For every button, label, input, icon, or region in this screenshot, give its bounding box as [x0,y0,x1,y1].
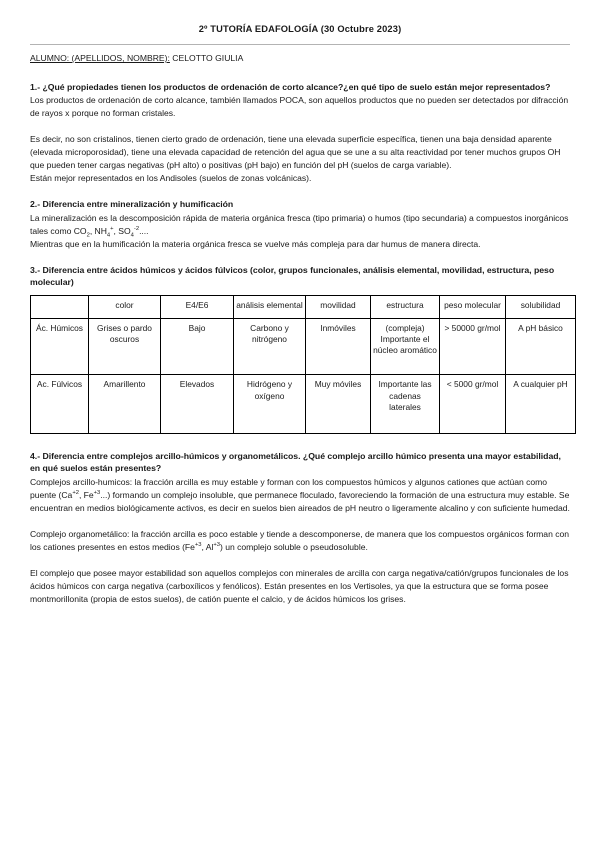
table-cell-movilidad: Inmóviles [306,318,371,375]
spacer [30,554,570,567]
spacer [30,185,570,198]
question-4-heading: 4.- Diferencia entre complejos arcillo-húmicos y organometálicos. ¿Qué complejo arcillo húmico presenta una mayor estabilidad, en qué suelos están presentes? [30,450,561,474]
question-2-heading: 2.- Diferencia entre mineralización y humificación [30,199,234,210]
q2-so4-superscript: -2 [133,226,140,233]
table-cell-color: Grises o pardo oscuros [89,318,161,375]
table-header [31,295,576,318]
q4-text-c: ...) formando un complejo insoluble, que permanece floculado, favoreciendo la formación de una estructura muy estable. Se encuentran en medios biológicamente activos, es decir en suelos bien aireados de pH neutro o ligeramente alcalino y con suficiente humedad. [30,489,570,513]
question-1-paragraph-1: Los productos de ordenación de corto alcance, también llamados POCA, son aquellos productos que no pueden ser detectados por difracción de rayos x porque no forman cristales. [30,95,569,119]
question-2-paragraph-1 [30,212,570,238]
table-cell-analisis: Carbono y nitrógeno [234,318,306,375]
q2-nh4-subscript: 4 [106,232,111,239]
table-cell-row-label: Ac. Fúlvicos [31,375,89,434]
table-row [31,318,576,375]
q4-p2-text-b: , Al [201,541,214,552]
table-cell-solubilidad: A pH básico [506,318,576,375]
table-header-cell-color: color [89,295,161,318]
question-1-paragraph-2: Es decir, no son cristalinos, tienen cierto grado de ordenación, tiene una elevada superficie específica, tienen una baja densidad aparente (elevada microporosidad), tiene una elevada capacidad de retención del agua que se une a su alta reactividad por tener muchos grupos OH que pueden tener cargas negativas (pH alto) o positivas (pH bajo) en función del pH (suelos de carga variable). [30,134,561,171]
table-header-row [31,295,576,318]
q4-calcium-charge-superscript: +2 [72,489,79,496]
table-cell-analisis: Hidrógeno y oxígeno [234,375,306,434]
table-body [31,318,576,433]
student-name: CELOTTO GIULIA [169,53,244,64]
table-cell-estructura: (compleja) Importante el núcleo aromático [371,318,440,375]
table-header-cell-movilidad: movilidad [306,295,371,318]
q4-p2-iron-charge-superscript: +3 [194,541,202,548]
q4-iron-charge-superscript: +3 [93,489,101,496]
table-cell-peso: < 5000 gr/mol [440,375,506,434]
table-cell-e4e6: Bajo [161,318,234,375]
humic-fulvic-comparison-table [30,295,576,434]
student-label: ALUMNO: (APELLIDOS, NOMBRE): [30,53,170,64]
table-cell-e4e6: Elevados [161,375,234,434]
q4-p2-text-a: Complejo organometálico: la fracción arcilla es poco estable y tiende a descomponerse, de manera que los compuestos orgánicos forman con los cationes presentes en estos medios (Fe [30,528,569,552]
spacer [30,515,570,528]
q2-so4-subscript: 4 [130,232,134,239]
table-header-cell-e4e6: E4/E6 [161,295,234,318]
q2-text-b: , NH [89,225,107,236]
table-cell-movilidad: Muy móviles [306,375,371,434]
page-title: 2º TUTORÍA EDAFOLOGÍA (30 Octubre 2023) [198,24,402,34]
question-1-heading: 1.- ¿Qué propiedades tienen los productos de ordenación de corto alcance?¿en qué tipo de suelo están mejor representados? [30,81,551,92]
q2-text-d: .... [139,225,149,236]
table-header-cell-estructura: estructura [371,295,440,318]
question-4-paragraph-3: El complejo que posee mayor estabilidad son aquellos complejos con minerales de arcilla con carga negativa/catión/grupos funcionales de los ácidos húmicos con carga negativa (carboxílicos y fenólicos). Están presentes en los Vertisoles, ya que la estructura que se forma posee montmorillonita (propia de estos suelos), de catión puente el calcio, y de ácidos húmicos los grises. [30,567,569,605]
header-divider [30,44,570,45]
table-cell-row-label: Ác. Húmicos [31,318,89,375]
table-header-cell-peso-molecular: peso molecular [440,295,506,318]
table-cell-solubilidad: A cualquier pH [506,375,576,434]
question-1-paragraph-3: Están mejor representados en los Andisoles (suelos de zonas volcánicas). [30,173,312,184]
question-4-paragraph-2 [30,528,570,554]
q2-co2-subscript: 2 [86,232,90,239]
q2-nh4-superscript: + [110,226,114,233]
q4-text-b: , Fe [78,489,94,500]
spacer [30,434,570,450]
table-header-cell-blank [31,295,89,318]
table-cell-peso: > 50000 gr/mol [440,318,506,375]
q4-p2-text-c: ) un complejo soluble o pseudosoluble. [220,541,368,552]
table-cell-estructura: Importante las cadenas laterales [371,375,440,434]
question-4-paragraph-1 [30,476,570,515]
student-line [30,53,570,65]
question-3-heading: 3.- Diferencia entre ácidos húmicos y ácidos fúlvicos (color, grupos funcionales, análisis elemental, movilidad, estructura, peso molecular) [30,265,555,288]
q2-text-a: La mineralización es la descomposición rápida de materia orgánica fresca (tipo primaria) o humos (tipo secundaria) a compuestos inorgánicos tales como CO [30,212,569,236]
spacer [30,120,570,133]
question-2-paragraph-2: Mientras que en la humificación la materia orgánica fresca se vuelve más compleja para dar humus de manera directa. [30,238,481,249]
q4-text-a: Complejos arcillo-humicos: la fracción arcilla es muy estable y forman con los compuestos húmicos y algunos cationes que actúan como puente (Ca [30,476,548,500]
table-header-cell-analisis-elemental: análisis elemental [234,295,306,318]
table-header-cell-solubilidad: solubilidad [506,295,576,318]
table-row [31,375,576,434]
table-cell-color: Amarillento [89,375,161,434]
q4-p2-aluminium-charge-superscript: +3 [213,541,221,548]
q2-text-c: , SO [113,225,131,236]
spacer [30,251,570,264]
